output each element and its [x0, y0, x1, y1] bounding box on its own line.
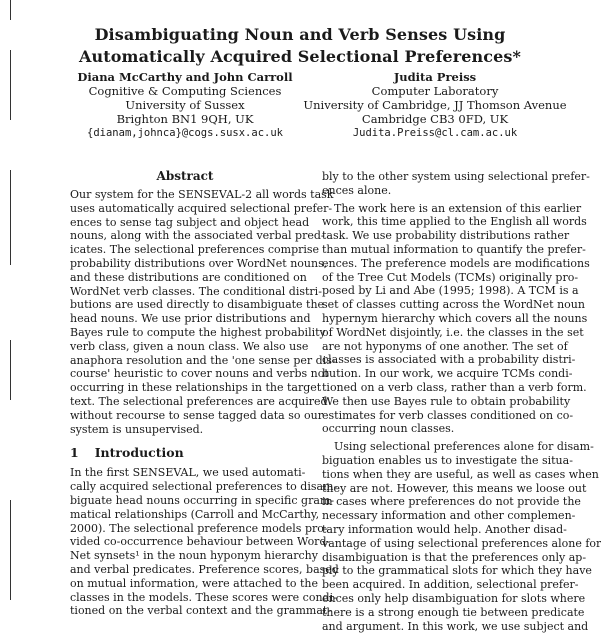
- text-line: ences. The preference models are modifications: [322, 257, 555, 271]
- abstract-body: [70, 188, 300, 436]
- text-line: The work here is an extension of this earlier: [322, 202, 555, 216]
- text-line: tions when they are useful, as well as cases when: [322, 468, 555, 482]
- text-line: system is unsupervised.: [70, 423, 300, 437]
- text-line: there is a strong enough tie between predicate: [322, 606, 555, 620]
- text-line: biguate head nouns occurring in specific gram-: [70, 494, 300, 508]
- paragraph: [322, 202, 555, 437]
- author-dept: Computer Laboratory: [300, 84, 570, 98]
- text-line: classes in the models. These scores were condi-: [70, 591, 300, 605]
- author-institution: University of Sussex: [60, 98, 310, 112]
- title-line-2: Automatically Acquired Selectional Preferences*: [0, 46, 600, 68]
- text-line: Net synsets¹ in the noun hyponym hierarchy: [70, 549, 300, 563]
- author-dept: Cognitive & Computing Sciences: [60, 84, 310, 98]
- text-line: WordNet verb classes. The conditional distri-: [70, 285, 300, 299]
- text-line: ply to the grammatical slots for which they have: [322, 564, 555, 578]
- text-line: Bayes rule to compute the highest probability: [70, 326, 300, 340]
- text-line: ences to sense tag subject and object head: [70, 216, 300, 230]
- text-line: task. We use probability distributions rather: [322, 229, 555, 243]
- text-line: tioned on the verbal context and the grammat-: [70, 604, 300, 618]
- text-line: and argument. In this work, we use subject and: [322, 620, 555, 633]
- text-line: of WordNet disjointly, i.e. the classes in the set: [322, 326, 555, 340]
- text-line: ences alone.: [322, 184, 555, 198]
- text-line: 2000). The selectional preference models pro-: [70, 522, 300, 536]
- text-line: icates. The selectional preferences comprise: [70, 243, 300, 257]
- paragraph: [322, 170, 555, 198]
- text-line: bution. In our work, we acquire TCMs condi-: [322, 367, 555, 381]
- text-line: course' heuristic to cover nouns and verbs not: [70, 367, 300, 381]
- text-line: ences only help disambiguation for slots where: [322, 592, 555, 606]
- text-line: on mutual information, were attached to the: [70, 577, 300, 591]
- text-line: and these distributions are conditioned on: [70, 271, 300, 285]
- text-line: work, this time applied to the English all words: [322, 215, 555, 229]
- scan-edge-mark: [10, 500, 11, 600]
- author-email: Judita.Preiss@cl.cam.ac.uk: [300, 126, 570, 140]
- text-line: posed by Li and Abe (1995; 1998). A TCM is a: [322, 284, 555, 298]
- title-line-1: Disambiguating Noun and Verb Senses Using: [0, 24, 600, 46]
- text-line: vided co-occurrence behaviour between Word-: [70, 535, 300, 549]
- text-line: verb class, given a noun class. We also use: [70, 340, 300, 354]
- text-line: been acquired. In addition, selectional prefer-: [322, 578, 555, 592]
- text-line: In the first SENSEVAL, we used automati-: [70, 466, 300, 480]
- paper-title: [0, 24, 600, 68]
- text-line: classes is associated with a probability distri-: [322, 353, 555, 367]
- text-line: and verbal predicates. Preference scores, based: [70, 563, 300, 577]
- text-line: Our system for the SENSEVAL-2 all words task: [70, 188, 300, 202]
- text-line: than mutual information to quantify the prefer-: [322, 243, 555, 257]
- scan-edge-mark: [10, 0, 11, 20]
- abstract-heading: Abstract: [70, 168, 300, 184]
- text-line: We then use Bayes rule to obtain probability: [322, 395, 555, 409]
- text-line: butions are used directly to disambiguate the: [70, 298, 300, 312]
- scan-edge-mark: [10, 340, 11, 400]
- introduction-body: [70, 466, 300, 618]
- text-line: bly to the other system using selectional prefer-: [322, 170, 555, 184]
- text-line: biguation enables us to investigate the situa-: [322, 454, 555, 468]
- text-line: in cases where preferences do not provide the: [322, 495, 555, 509]
- text-line: they are not. However, this means we loose out: [322, 482, 555, 496]
- text-line: disambiguation is that the preferences only ap-: [322, 551, 555, 565]
- text-line: cally acquired selectional preferences to disam-: [70, 480, 300, 494]
- author-address: Brighton BN1 9QH, UK: [60, 112, 310, 126]
- text-line: occurring noun classes.: [322, 422, 555, 436]
- text-line: of the Tree Cut Models (TCMs) originally pro-: [322, 271, 555, 285]
- text-line: set of classes cutting across the WordNet noun: [322, 298, 555, 312]
- author-names: Diana McCarthy and John Carroll: [60, 70, 310, 84]
- paragraph: [322, 440, 555, 633]
- section-number: 1: [70, 445, 79, 460]
- author-block-sussex: [60, 70, 310, 140]
- text-line: text. The selectional preferences are acquired: [70, 395, 300, 409]
- left-column: [70, 168, 300, 618]
- text-line: matical relationships (Carroll and McCarthy,: [70, 508, 300, 522]
- text-line: tary information would help. Another disad-: [322, 523, 555, 537]
- author-block-cambridge: [300, 70, 570, 140]
- author-email: {dianam,johnca}@cogs.susx.ac.uk: [60, 126, 310, 140]
- text-line: hypernym hierarchy which covers all the nouns: [322, 312, 555, 326]
- text-line: vantage of using selectional preferences alone for: [322, 537, 555, 551]
- text-line: anaphora resolution and the 'one sense per dis-: [70, 354, 300, 368]
- text-line: tioned on a verb class, rather than a verb form.: [322, 381, 555, 395]
- text-line: nouns, along with the associated verbal pred-: [70, 229, 300, 243]
- author-address: Cambridge CB3 0FD, UK: [300, 112, 570, 126]
- author-names: Judita Preiss: [300, 70, 570, 84]
- author-institution: University of Cambridge, JJ Thomson Avenue: [300, 98, 570, 112]
- text-line: are not hyponyms of one another. The set of: [322, 340, 555, 354]
- text-line: necessary information and other complemen-: [322, 509, 555, 523]
- text-line: estimates for verb classes conditioned on co-: [322, 409, 555, 423]
- section-title: Introduction: [95, 445, 184, 460]
- section-heading-introduction: [70, 444, 300, 462]
- text-line: occurring in these relationships in the target: [70, 381, 300, 395]
- text-line: probability distributions over WordNet nouns,: [70, 257, 300, 271]
- scan-edge-mark: [10, 170, 11, 265]
- text-line: uses automatically acquired selectional prefer-: [70, 202, 300, 216]
- text-line: head nouns. We use prior distributions and: [70, 312, 300, 326]
- right-column: [322, 170, 555, 633]
- text-line: Using selectional preferences alone for disam-: [322, 440, 555, 454]
- text-line: without recourse to sense tagged data so our: [70, 409, 300, 423]
